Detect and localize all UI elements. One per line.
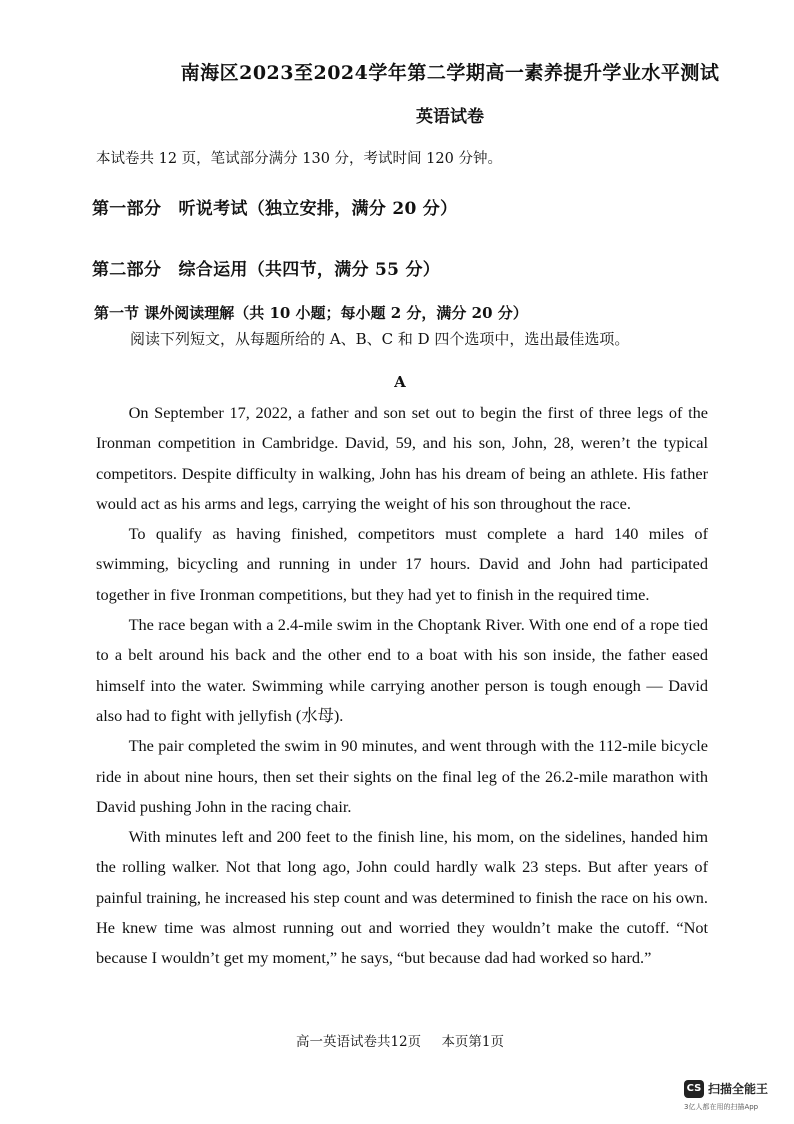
footer-page-number: 本页第1页 bbox=[441, 1034, 505, 1050]
exam-intro: 本试卷共 12 页，笔试部分满分 130 分，考试时间 120 分钟。 bbox=[96, 151, 502, 167]
footer-total-pages: 高一英语试卷共12页 bbox=[295, 1034, 422, 1050]
passage-paragraph: To qualify as having finished, competitors must complete a hard 140 miles of swimming, bicycling and running in under 17 hours. David and John had participated together in five Ironman competitions, but they had yet to finish in the required time. bbox=[96, 524, 708, 604]
reading-passage bbox=[96, 398, 708, 974]
camscanner-logo-icon: CS bbox=[684, 1080, 704, 1098]
page-footer bbox=[200, 1030, 600, 1050]
scanner-watermark bbox=[684, 1078, 788, 1118]
section-one-heading: 第一节 课外阅读理解（共 10 小题；每小题 2 分，满分 20 分） bbox=[94, 304, 528, 322]
passage-paragraph: The pair completed the swim in 90 minutes, and went through with the 112-mile bicycle ride in about nine hours, then set their sights on the final leg of the 26.2-mile marathon with David pushing John in the racing chair. bbox=[96, 736, 708, 816]
part-one-heading: 第一部分 听说考试（独立安排，满分 20 分） bbox=[92, 199, 458, 219]
watermark-tagline: 3亿人都在用的扫描App bbox=[684, 1103, 759, 1111]
section-instruction: 阅读下列短文，从每题所给的 A、B、C 和 D 四个选项中，选出最佳选项。 bbox=[130, 330, 630, 348]
watermark-app-name: 扫描全能王 bbox=[708, 1082, 769, 1096]
passage-paragraph: On September 17, 2022, a father and son set out to begin the first of three legs of the Ironman competition in Cambridge. David, 59, and his son, John, 28, weren’t the typical competitors. Despite difficulty in walking, John has his dream of being an athlete. His father would act as his arms and legs, carrying the weight of his son throughout the race. bbox=[96, 403, 708, 513]
part-two-heading: 第二部分 综合运用（共四节，满分 55 分） bbox=[92, 260, 441, 280]
exam-title: 南海区2023至2024学年第二学期高一素养提升学业水平测试 bbox=[180, 62, 720, 84]
passage-label: A bbox=[394, 373, 406, 391]
passage-paragraph: With minutes left and 200 feet to the finish line, his mom, on the sidelines, handed him the rolling walker. Not that long ago, John could hardly walk 23 steps. But after years of painful training, he increased his step count and was determined to finish the race on his own. He knew time was almost running out and worried they wouldn’t make the cutoff. “Not because I wouldn’t get my moment,” he says, “but because dad had worked so hard.” bbox=[96, 827, 708, 968]
exam-subtitle: 英语试卷 bbox=[416, 107, 484, 127]
passage-paragraph: The race began with a 2.4-mile swim in the Choptank River. With one end of a rope tied to a belt around his back and the other end to a boat with his son inside, the father eased himself into the water. Swimming while carrying another person is tough enough — David also had to fight with jellyfish (水母). bbox=[96, 615, 708, 725]
